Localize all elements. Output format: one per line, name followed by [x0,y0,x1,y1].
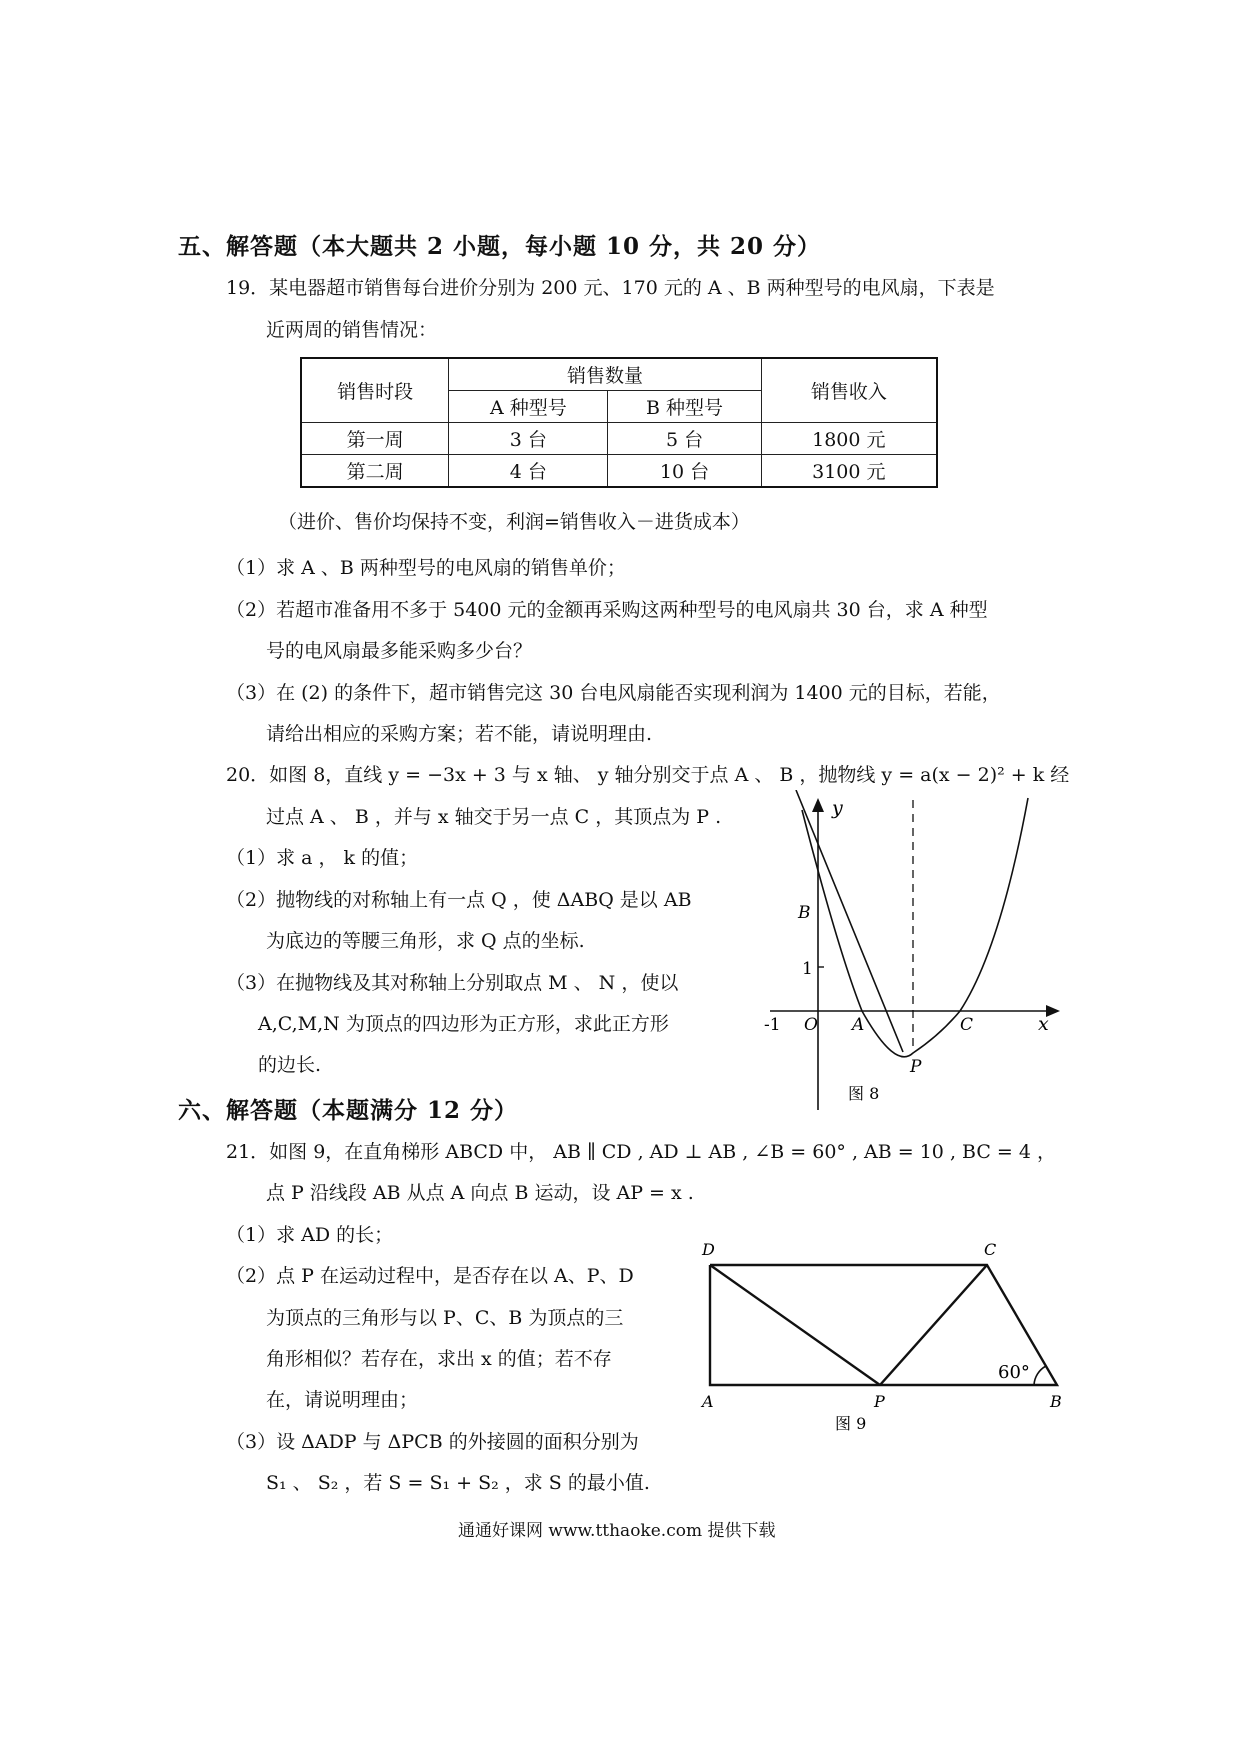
label-p: P [874,1392,885,1411]
q19-part2-line1: （2）若超市准备用不多于 5400 元的金额再采购这两种型号的电风扇共 30 台，求 A 种型 [226,599,988,621]
cell-income: 3100 元 [761,455,937,488]
table-row [301,423,937,455]
q20-part3-line2: A,C,M,N 为顶点的四边形为正方形，求此正方形 [258,1013,669,1035]
q21-line2: 点 P 沿线段 AB 从点 A 向点 B 运动，设 AP = x . [266,1182,694,1204]
q21-part3-line1: （3）设 ΔADP 与 ΔPCB 的外接圆的面积分别为 [226,1431,639,1453]
q20-part2-line1: （2）抛物线的对称轴上有一点 Q ，使 ΔABQ 是以 AB [226,889,692,911]
label-a: A [702,1392,714,1411]
label-y: y [832,797,843,819]
line-ab [796,790,903,1052]
section-6-heading: 六、解答题（本题满分 12 分） [178,1097,519,1124]
label-d: D [702,1240,715,1259]
q20-part3-line3: 的边长. [258,1054,322,1076]
section-5-heading: 五、解答题（本大题共 2 小题，每小题 10 分，共 20 分） [178,233,822,260]
q19-part3-line1: （3）在 (2) 的条件下，超市销售完这 30 台电风扇能否实现利润为 1400 元的目标，若能， [226,682,1001,704]
figure-8-caption: 图 8 [848,1084,880,1103]
q21-line1: 21．如图 9，在直角梯形 ABCD 中， AB ∥ CD , AD ⊥ AB , ∠B = 60° , AB = 10 , BC = 4 ， [226,1141,1056,1163]
label-c: C [960,1015,974,1035]
figure-8-parabola [760,790,1070,1110]
cell-a: 4 台 [449,455,608,488]
figure-9-trapezoid [690,1235,1070,1435]
q19-part1: （1）求 A 、B 两种型号的电风扇的销售单价； [226,557,626,579]
q20-part1: （1）求 a ， k 的值； [226,847,419,869]
label-a: A [852,1015,865,1035]
q19-note: （进价、售价均保持不变，利润=销售收入－进货成本） [278,511,750,533]
parabola-curve [802,798,1028,1057]
q19-part2-line2: 号的电风扇最多能采购多少台？ [266,640,533,662]
label-neg-one: -1 [764,1015,781,1035]
q20-part3-line1: （3）在抛物线及其对称轴上分别取点 M 、 N ，使以 [226,972,679,994]
q21-part2-line4: 在，请说明理由； [266,1389,419,1411]
label-c: C [984,1240,997,1259]
q21-part2-line3: 角形相似？若存在，求出 x 的值；若不存 [266,1348,612,1370]
angle-arc [1034,1366,1046,1385]
cell-period: 第二周 [301,455,449,488]
label-o: O [804,1015,818,1035]
q20-line1: 20．如图 8，直线 y = −3x + 3 与 x 轴、 y 轴分别交于点 A 、 B ，抛物线 y = a(x − 2)² + k 经 [226,764,1070,786]
cell-period: 第一周 [301,423,449,455]
segment-dp [710,1265,880,1385]
q19-line2: 近两周的销售情况： [266,319,438,341]
label-one: 1 [802,959,813,979]
header-income: 销售收入 [761,358,937,423]
label-angle-60: 60° [998,1362,1030,1383]
cell-b: 10 台 [608,455,761,488]
segment-pc [880,1265,987,1385]
header-type-a: A 种型号 [449,391,608,423]
footer-source: 通通好课网 www.tthaoke.com 提供下载 [458,1521,776,1541]
table-row [301,455,937,488]
cell-b: 5 台 [608,423,761,455]
q20-line2: 过点 A 、 B ，并与 x 轴交于另一点 C ，其顶点为 P . [266,806,722,828]
cell-a: 3 台 [449,423,608,455]
header-type-b: B 种型号 [608,391,761,423]
cell-income: 1800 元 [761,423,937,455]
y-axis-arrow [812,798,824,812]
header-period: 销售时段 [301,358,449,423]
figure-9-caption: 图 9 [835,1414,867,1433]
header-quantity: 销售数量 [449,358,761,391]
q19-part3-line2: 请给出相应的采购方案；若不能，请说明理由. [266,723,653,745]
label-b: B [798,903,811,923]
q20-part2-line2: 为底边的等腰三角形，求 Q 点的坐标. [266,930,585,952]
label-b: B [1050,1392,1062,1411]
q21-part1: （1）求 AD 的长； [226,1224,394,1246]
q21-part3-line2: S₁ 、 S₂ ，若 S = S₁ + S₂ ，求 S 的最小值. [266,1472,650,1494]
label-x: x [1038,1013,1049,1035]
label-p: P [910,1057,922,1077]
q19-line1: 19．某电器超市销售每台进价分别为 200 元、170 元的 A 、B 两种型号的电风扇，下表是 [226,277,995,299]
sales-table [300,357,938,488]
q21-part2-line1: （2）点 P 在运动过程中，是否存在以 A、P、D [226,1265,634,1287]
q21-part2-line2: 为顶点的三角形与以 P、C、B 为顶点的三 [266,1307,624,1329]
